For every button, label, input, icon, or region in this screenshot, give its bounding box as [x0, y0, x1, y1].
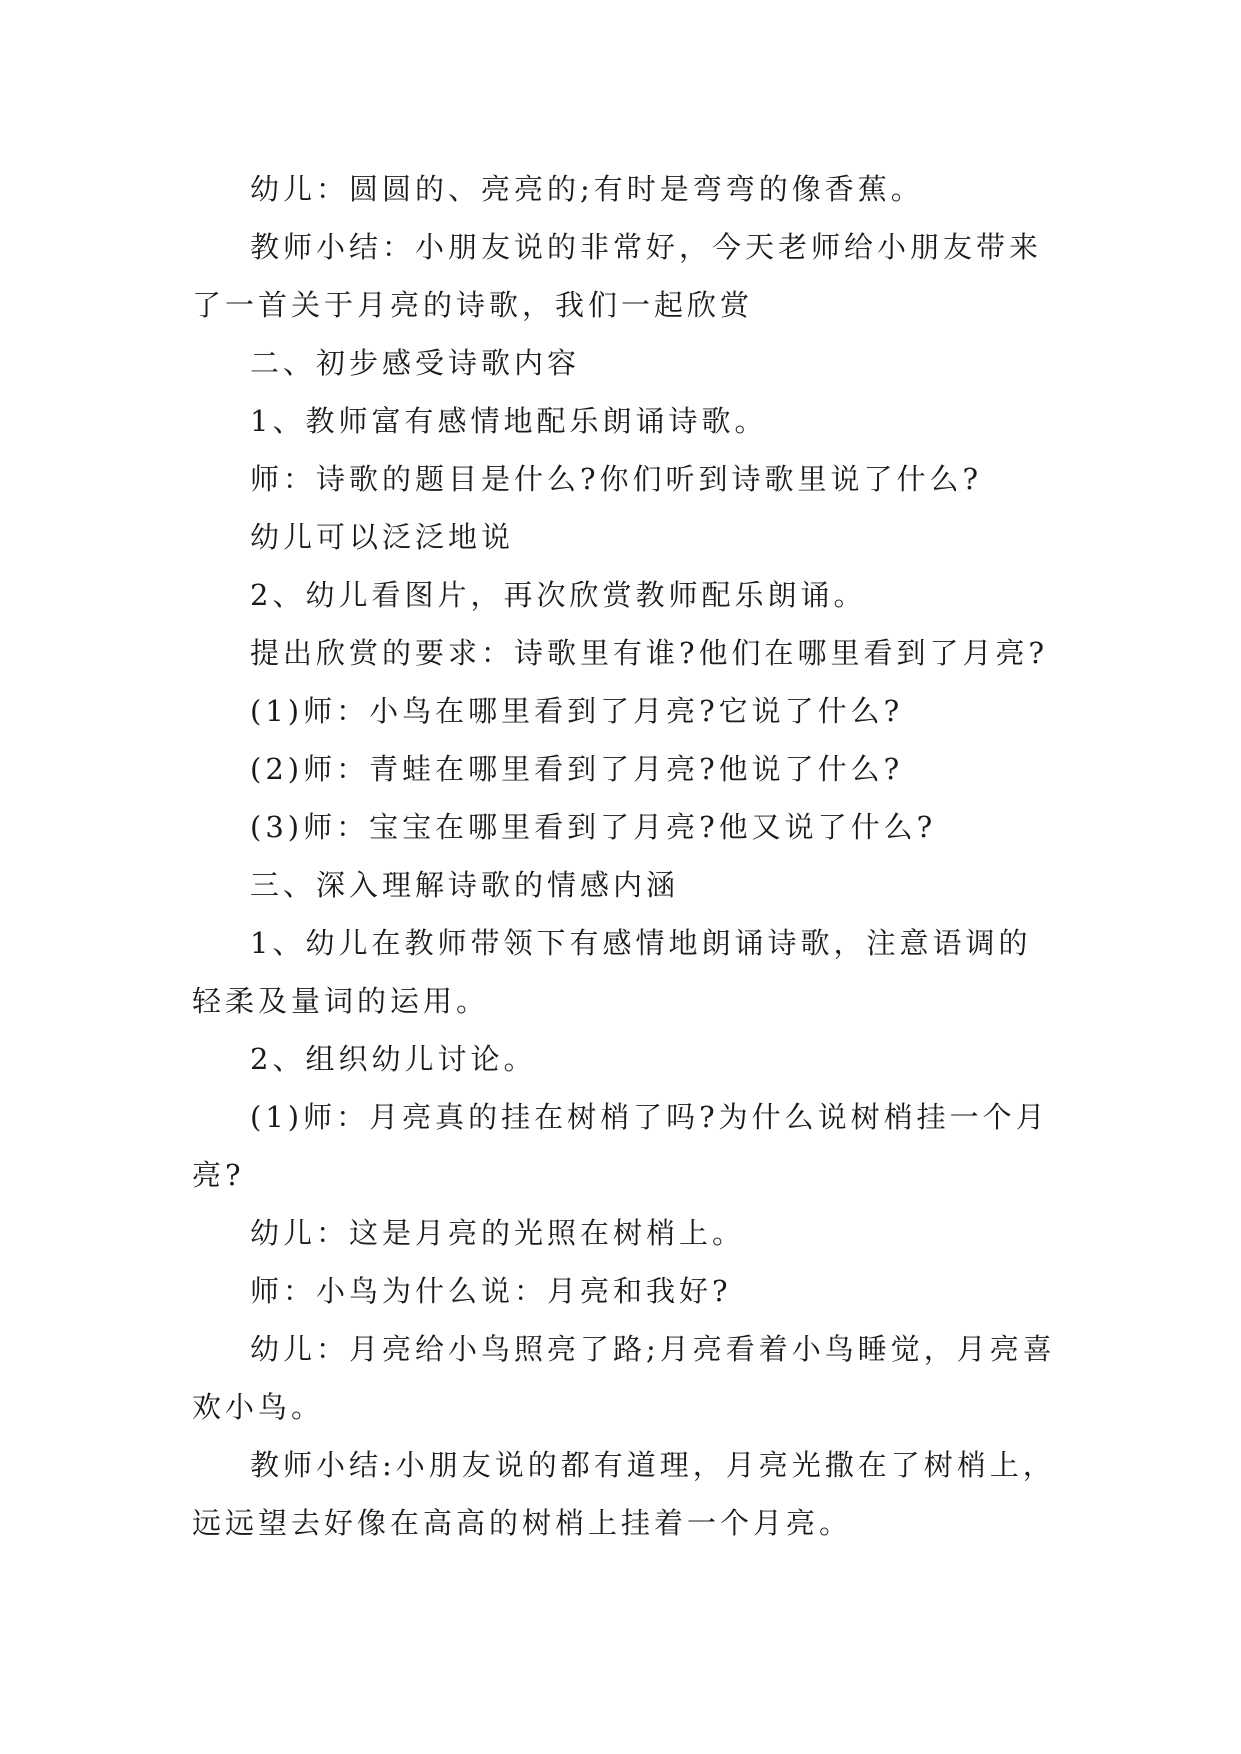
- paragraph: 幼儿：月亮给小鸟照亮了路;月亮看着小鸟睡觉，月亮喜欢小鸟。: [192, 1332, 1056, 1424]
- paragraph: 师：诗歌的题目是什么?你们听到诗歌里说了什么?: [250, 462, 983, 496]
- section-heading: 二、初步感受诗歌内容: [250, 346, 581, 380]
- section-heading: 三、深入理解诗歌的情感内涵: [250, 868, 680, 902]
- paragraph: 幼儿：这是月亮的光照在树梢上。: [250, 1216, 746, 1250]
- paragraph: 1、幼儿在教师带领下有感情地朗诵诗歌，注意语调的轻柔及量词的运用。: [192, 926, 1032, 1018]
- paragraph: 幼儿：圆圆的、亮亮的;有时是弯弯的像香蕉。: [250, 172, 924, 206]
- paragraph: 师：小鸟为什么说：月亮和我好?: [250, 1274, 732, 1308]
- paragraph: 1、教师富有感情地配乐朗诵诗歌。: [250, 404, 768, 438]
- paragraph: 2、幼儿看图片，再次欣赏教师配乐朗诵。: [250, 578, 867, 612]
- paragraph: (1)师：小鸟在哪里看到了月亮?它说了什么?: [250, 694, 904, 728]
- paragraph: 教师小结：小朋友说的非常好，今天老师给小朋友带来了一首关于月亮的诗歌，我们一起欣赏: [192, 230, 1043, 322]
- paragraph: 2、组织幼儿讨论。: [250, 1042, 537, 1076]
- paragraph: 教师小结:小朋友说的都有道理，月亮光撒在了树梢上，远远望去好像在高高的树梢上挂着一个月亮。: [192, 1448, 1056, 1540]
- paragraph: 提出欣赏的要求：诗歌里有谁?他们在哪里看到了月亮?: [250, 636, 1049, 670]
- document-body: [192, 160, 1062, 1552]
- paragraph: (1)师：月亮真的挂在树梢了吗?为什么说树梢挂一个月亮?: [192, 1100, 1049, 1192]
- paragraph: 幼儿可以泛泛地说: [250, 520, 515, 554]
- paragraph: (3)师：宝宝在哪里看到了月亮?他又说了什么?: [250, 810, 937, 844]
- paragraph: (2)师：青蛙在哪里看到了月亮?他说了什么?: [250, 752, 904, 786]
